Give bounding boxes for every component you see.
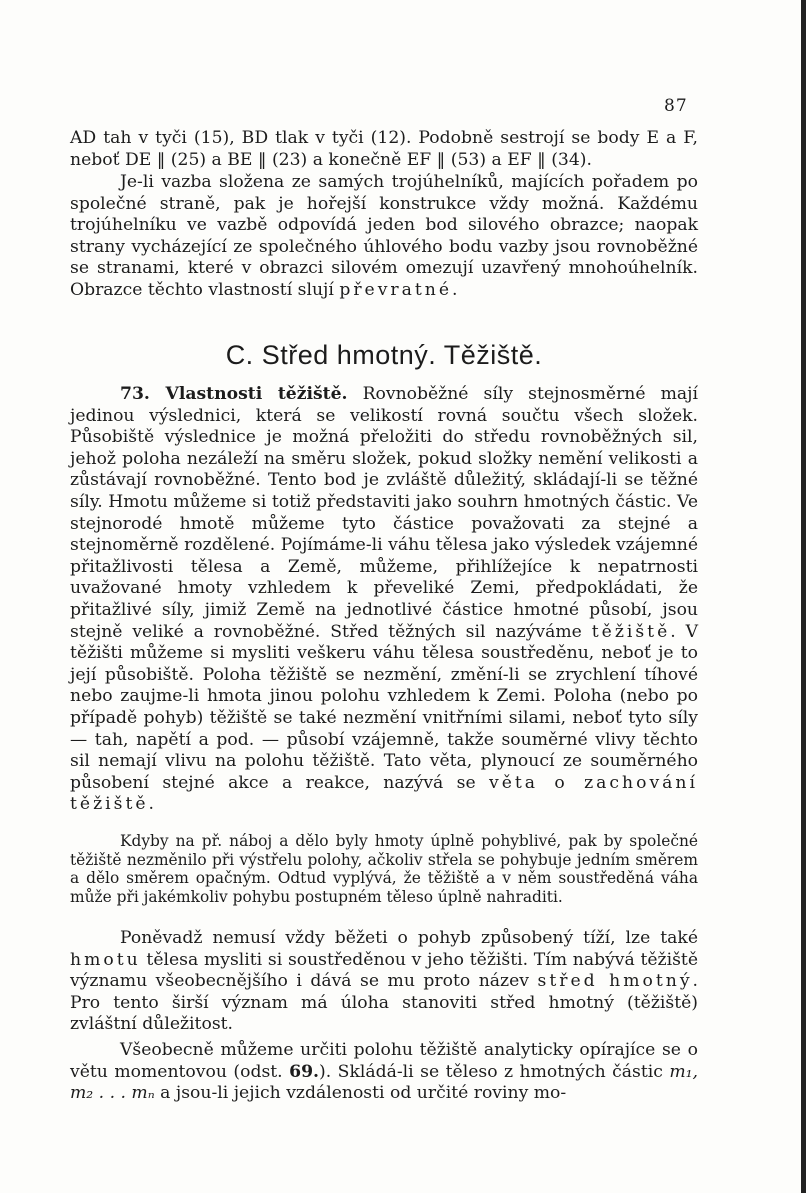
section-73-part2: . V těžišti můžeme si mysliti veškeru váhu tělesa soustředěnu, neboť je to její působiště. Poloha těžiště se nezmění, změní-li se zrychlení tíhové nebo zaujme-li hmota jinou polohu vzhledem k Zemi. Poloha (nebo po případě pohyb) těžiště se také nezmění vnitřními silami, neboť tyto síly — tah, napětí a pod. — působí vzájemně, takže souměrné vlivy těchto sil nemají vlivu na polohu těžiště. Tato věta, plynoucí ze souměrného působení stejné akce a reakce, nazývá se [70,621,699,793]
term-teziste: těžiště [591,621,671,642]
analytic-part1: Všeobecně můžeme určiti polohu těžiště analyticky opírajíce se o větu momentovou (odst. [70,1040,698,1082]
term-zachovani-teziste: věta o zachování těžiště [70,772,698,815]
mass-symbols: m₁, m₂ . . . mₙ [70,1061,698,1104]
reciprocal-paragraph [70,172,698,302]
page-number: 87 [664,96,688,116]
example-text: Kdyby na př. náboj a dělo byly hmoty úplně pohyblivé, pak by společné těžiště nezměnilo při výstřelu polohy, ačkoliv střela se pohybuje jedním směrem a dělo směrem opačným. Odtud vyplývá, že těžiště a v něm soustředěná váha může při jakémkoliv pohybu postupném těleso úplně nahraditi. [70,832,698,906]
center-part2: tělesa mysliti si soustředěnou v jeho těžišti. Tím nabývá těžiště významu všeobecnějšího i dává se mu proto název [70,949,698,992]
ref-69: 69. [289,1061,320,1082]
page-edge-shadow [801,0,806,1193]
section-73-part3: . [148,794,154,815]
section-heading: C. Střed hmotný. Těžiště. [225,340,543,370]
intro-text: AD tah v tyči (15), BD tlak v tyči (12). Podobně sestrojí se body E a F, neboť DE ‖ (25) a BE ‖ (23) a konečně EF ‖ (53) a EF ‖ (34). [70,128,698,170]
section-73-text [70,384,698,816]
term-prevratne: převratné [339,279,453,300]
center-of-mass-paragraph [70,928,698,1036]
section-73 [70,384,698,816]
term-stred-hmotny: střed hmotný [537,971,693,992]
example-paragraph [70,832,698,906]
analytic-part2: ). Skládá-li se těleso z hmotných částic [319,1061,670,1082]
reciprocal-text-main: Je-li vazba složena ze samých trojúhelníků, majících pořadem po společné straně, pak je hořejší konstrukce vždy možná. Každému trojúhelníku ve vazbě odpovídá jeden bod silového obrazce; naopak strany vycházející ze společného úhlového bodu vazby jsou rovnoběžné se stranami, které v obrazci silovém omezují uzavřený mnohoúhelník. Obrazce těchto vlastností slují [70,172,698,300]
center-of-mass-text [70,928,698,1036]
section-73-title: 73. Vlastnosti těžiště. [120,384,348,404]
analytic-part3: a jsou-li jejich vzdálenosti od určité roviny mo- [154,1083,567,1104]
reciprocal-text [70,172,698,302]
center-part3: . Pro tento širší význam má úloha stanoviti střed hmotný (těžiště) zvláštní důležitost. [70,971,698,1035]
analytic-text [70,1040,698,1105]
term-hmotu: hmotu [70,949,141,970]
section-73-part1: Rovnoběžné síly stejnosměrné mají jedinou výslednici, která se velikostí rovná součtu všech složek. Působiště výslednice je možná přeložiti do středu rovnoběžných sil, jehož poloha nezáleží na směru složek, pokud složky nemění velikosti a zůstávají rovnoběžné. Tento bod je zvláště důležitý, skládají-li se těžné síly. Hmotu můžeme si totiž představiti jako souhrn hmotných částic. Ve stejnorodé hmotě můžeme tyto částice považovati za stejné a stejnoměrně rozdělené. Pojímáme-li váhu tělesa jako výsledek vzájemné přitažlivosti tělesa a Země, můžeme, přihlížejíce k nepatrnosti uvažované hmoty vzhledem k převeliké Zemi, předpokládati, že přitažlivé síly, jimiž Země na jednotlivé částice hmotné působí, jsou stejně veliké a rovnoběžné. Střed těžných sil nazýváme [70,384,698,642]
reciprocal-text-end: . [452,279,458,300]
intro-paragraph [70,128,698,171]
center-part1: Poněvadž nemusí vždy běžeti o pohyb způsobený tíží, lze také [120,928,698,948]
analytic-paragraph [70,1040,698,1105]
